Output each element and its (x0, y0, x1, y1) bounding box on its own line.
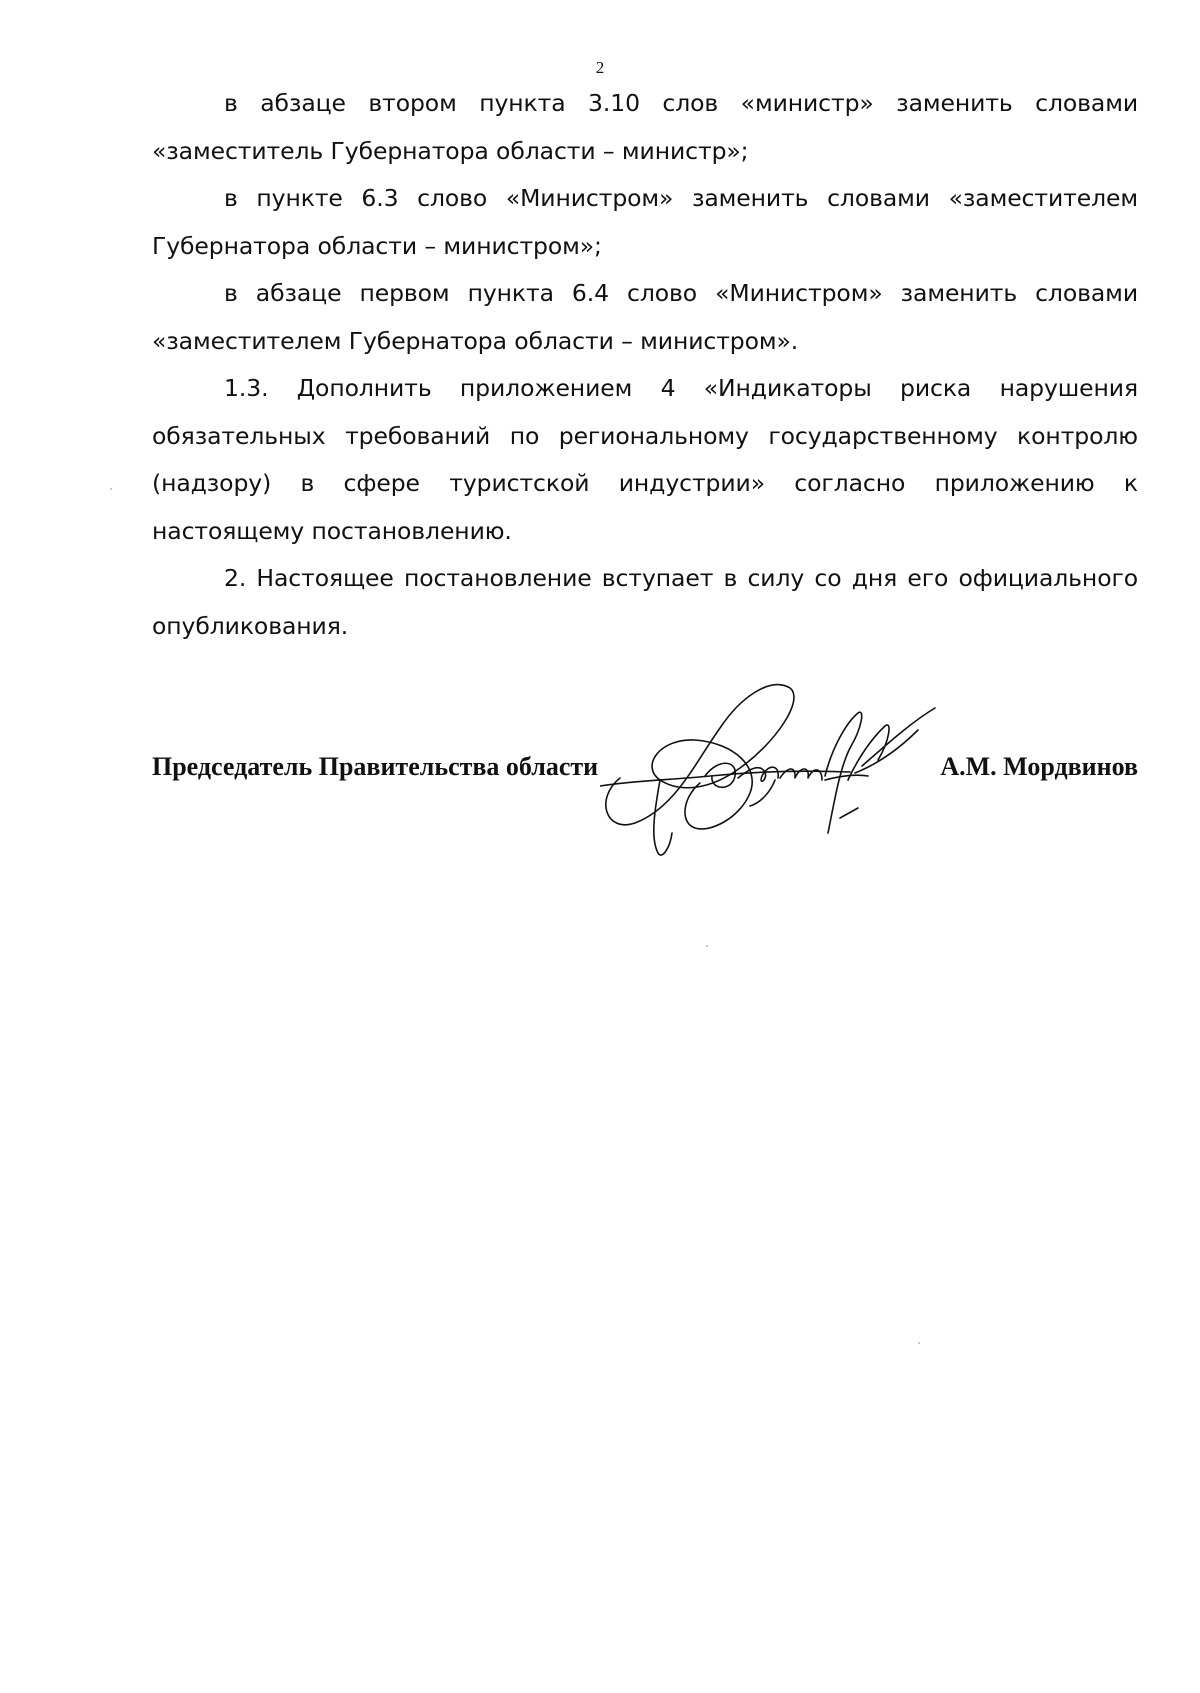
page-number: 2 (595, 58, 605, 77)
signatory-title: Председатель Правительства области (152, 752, 599, 781)
paragraph-clause-3-10: в абзаце втором пункта 3.10 слов «министр» заменить словами «заместитель Губернатора области – министр»; (152, 89, 1138, 165)
scan-speck (110, 488, 112, 490)
paragraph-clause-6-3: в пункте 6.3 слово «Министром» заменить словами «заместителем Губернатора области – министром»; (152, 184, 1138, 260)
signatory-name: А.М. Мордвинов (940, 752, 1138, 781)
paragraph-clause-6-4: в абзаце первом пункта 6.4 слово «Министром» заменить словами «заместителем Губернатора области – министром». (152, 279, 1138, 355)
scan-speck (706, 945, 708, 947)
document-body (152, 80, 1138, 650)
paragraph-clause-1-3: 1.3. Дополнить приложением 4 «Индикаторы риска нарушения обязательных требований по региональному государственному контролю (надзору) в сфере туристской индустрии» согласно приложению к настоящему постановлению. (152, 374, 1138, 545)
paragraph-clause-2: 2. Настоящее постановление вступает в силу со дня его официального опубликования. (152, 564, 1138, 640)
scan-speck (918, 1342, 920, 1344)
handwritten-signature (600, 668, 960, 883)
